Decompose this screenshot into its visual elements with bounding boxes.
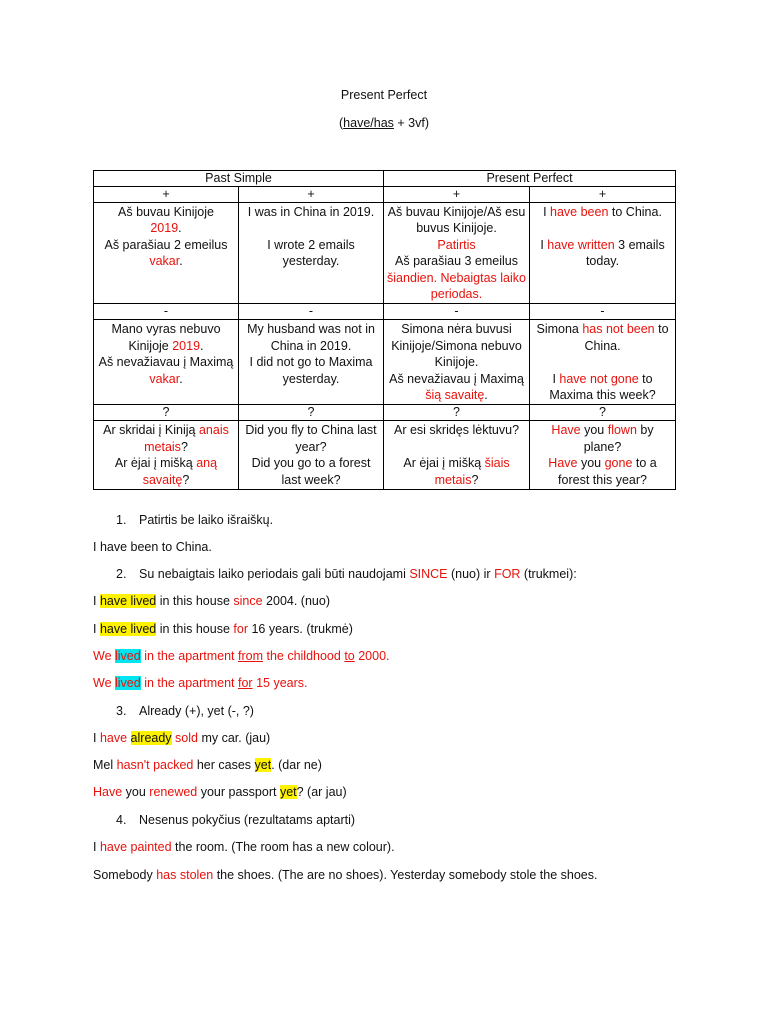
text-span: Simona nėra buvusi Kinijoje/Simona nebuvo Kinijoje. — [391, 322, 522, 370]
header-past-simple: Past Simple — [94, 171, 384, 187]
cell-neg-en-perfect — [530, 320, 676, 405]
text-span: sold — [175, 731, 198, 745]
text-span: Su nebaigtais laiko periodais gali būti naudojami — [139, 567, 410, 581]
minus-symbol: - — [384, 304, 530, 320]
text-span: 2004. (nuo) — [262, 594, 330, 608]
text-span: have been — [550, 205, 609, 219]
cell-pos-en-perfect — [530, 203, 676, 304]
plus-symbol: + — [530, 187, 676, 203]
example-sentence — [93, 731, 270, 745]
text-span: the childhood — [263, 649, 345, 663]
text-span: 1. — [116, 513, 127, 527]
text-span: (nuo) ir — [447, 567, 495, 581]
text-span: . — [178, 221, 182, 236]
text-span: Already (+), yet (-, ?) — [139, 704, 254, 718]
example-sentence: I have been to China. — [93, 540, 212, 554]
cell-q-en-perfect — [530, 421, 676, 490]
text-span: has not been — [582, 322, 655, 337]
text-span: ? (ar jau) — [296, 785, 347, 799]
text-span: I — [93, 731, 100, 745]
list-item-3 — [116, 704, 254, 718]
text-span: 15 years. — [252, 676, 308, 690]
text-span: I — [93, 840, 100, 854]
text-span: I was in China in 2019. — [247, 205, 375, 219]
text-span: 3. — [116, 704, 127, 718]
text-span: yet — [254, 758, 272, 772]
text-span: your passport — [197, 785, 280, 799]
text-span: I — [552, 371, 560, 386]
text-span: Aš nevažiavau į Maximą — [389, 371, 524, 386]
question-symbol: ? — [239, 405, 384, 421]
positive-examples-row — [94, 203, 676, 304]
text-span: I wrote 2 emails yesterday. — [267, 237, 355, 269]
text-span: Aš buvau Kinijoje — [118, 205, 214, 219]
text-span: the shoes. (The are no shoes). Yesterday somebody stole the shoes. — [213, 868, 598, 882]
text-span: to a forest this year? — [558, 456, 657, 487]
question-row — [94, 405, 676, 421]
example-sentence — [93, 622, 353, 636]
cell-q-lt-perfect — [384, 421, 530, 490]
text-span: lived — [115, 649, 141, 663]
text-span: my car. (jau) — [197, 731, 271, 745]
text-span: by plane? — [583, 423, 654, 454]
text-span: Ar ėjai į mišką — [403, 456, 485, 471]
text-span: šiandien. Nebaigtas laiko periodas. — [387, 270, 526, 302]
text-span: SINCE — [409, 567, 448, 581]
text-span: Simona — [536, 322, 583, 337]
negative-examples-row — [94, 320, 676, 405]
text-span: to — [344, 649, 355, 663]
plus-symbol: + — [94, 187, 239, 203]
text-span: in this house — [156, 622, 234, 636]
plus-row — [94, 187, 676, 203]
minus-symbol: - — [530, 304, 676, 320]
text-span: 2000. — [354, 649, 390, 663]
text-span: Aš buvau Kinijoje/Aš esu buvus Kinijoje. — [387, 205, 526, 236]
text-span: Nesenus pokyčius (rezultatams aptarti) — [139, 813, 356, 827]
formula-rest: + 3vf) — [393, 116, 429, 130]
text-span: Ar esi skridęs lėktuvu? — [393, 423, 520, 438]
text-span: hasn't packed — [116, 758, 194, 772]
cell-neg-lt-perfect — [384, 320, 530, 405]
page-title: Present Perfect — [340, 88, 428, 102]
text-span: ? — [471, 472, 479, 487]
text-span: vakar — [149, 254, 180, 269]
text-span: We — [93, 649, 115, 663]
minus-row — [94, 304, 676, 320]
text-span: anais metais — [144, 423, 229, 454]
text-span: My husband was not in China in 2019. — [247, 322, 375, 353]
text-span: in this house — [156, 594, 234, 608]
text-span: I did not go to Maxima yesterday. — [249, 355, 373, 386]
text-span: Patirtis be laiko išraiškų. — [139, 513, 274, 527]
plus-symbol: + — [239, 187, 384, 203]
list-item-4 — [116, 813, 355, 827]
text-span: have not gone — [559, 371, 639, 386]
formula-have-has: have/has — [343, 116, 394, 130]
text-span: Did you go to a forest last week? — [251, 456, 371, 487]
text-span: yet — [279, 785, 297, 799]
text-span: in the apartment — [140, 676, 238, 690]
text-span: have painted — [99, 840, 172, 854]
text-span: 3 emails today. — [585, 237, 665, 269]
text-span: Somebody — [93, 868, 157, 882]
text-span: you — [580, 423, 608, 438]
text-span: have lived — [99, 594, 157, 608]
cell-pos-lt-past — [94, 203, 239, 304]
header-present-perfect: Present Perfect — [384, 171, 676, 187]
minus-symbol: - — [94, 304, 239, 320]
text-span: have — [99, 731, 128, 745]
text-span: . (dar ne) — [271, 758, 322, 772]
text-span: Did you fly to China last year? — [245, 423, 377, 454]
cell-pos-en-past — [239, 203, 384, 304]
text-span: gone — [604, 456, 633, 471]
text-span: (trukmei): — [520, 567, 577, 581]
question-examples-row — [94, 421, 676, 490]
text-span: vakar — [149, 371, 180, 386]
text-span: for — [238, 676, 253, 690]
text-span: FOR — [494, 567, 521, 581]
text-span: you — [577, 456, 605, 471]
text-span: Aš parašiau 3 emeilus — [395, 254, 518, 269]
text-span: Mel — [93, 758, 117, 772]
text-span: renewed — [149, 785, 198, 799]
question-symbol: ? — [384, 405, 530, 421]
comparison-table — [93, 170, 676, 490]
text-span: Have — [548, 456, 578, 471]
text-span: since — [233, 594, 263, 608]
text-span: šiais metais — [434, 456, 510, 487]
text-span: her cases — [193, 758, 255, 772]
text-span: in the apartment — [140, 649, 238, 663]
text-span: . — [179, 254, 183, 269]
list-item-2 — [116, 567, 577, 581]
text-span: from — [238, 649, 263, 663]
example-sentence — [93, 758, 322, 772]
text-span: Patirtis — [437, 237, 476, 252]
text-span: Aš nevažiavau į Maximą — [98, 355, 234, 370]
text-span: aną savaitę — [142, 456, 218, 487]
text-span: ? — [182, 472, 190, 487]
text-span: . — [179, 371, 183, 386]
example-sentence — [93, 594, 330, 608]
table-header-row — [94, 171, 676, 187]
text-span: 2019 — [172, 338, 201, 353]
text-span: I — [93, 622, 100, 636]
text-span: 16 years. (trukmė) — [247, 622, 353, 636]
text-span: flown — [607, 423, 637, 438]
question-symbol: ? — [94, 405, 239, 421]
text-span: I — [543, 205, 551, 219]
text-span: to Maxima this week? — [549, 371, 656, 403]
question-symbol: ? — [530, 405, 676, 421]
cell-neg-en-past — [239, 320, 384, 405]
example-sentence — [93, 676, 307, 690]
text-span: Mano vyras nebuvo Kinijoje — [111, 322, 221, 353]
text-span: ? — [180, 439, 188, 454]
text-span: 4. — [116, 813, 127, 827]
text-span: Aš parašiau 2 emeilus — [104, 237, 228, 252]
cell-pos-lt-perfect — [384, 203, 530, 304]
text-span: have lived — [99, 622, 157, 636]
cell-neg-lt-past — [94, 320, 239, 405]
text-span: 2019 — [150, 221, 179, 236]
list-item-1 — [116, 513, 273, 527]
text-span: Ar ėjai į mišką — [114, 456, 197, 471]
text-span: Have — [93, 785, 123, 799]
text-span: you — [122, 785, 150, 799]
plus-symbol: + — [384, 187, 530, 203]
formula — [0, 116, 768, 130]
text-span: have written — [547, 237, 615, 252]
cell-q-en-past — [239, 421, 384, 490]
text-span: the room. (The room has a new colour). — [171, 840, 395, 854]
text-span: already — [130, 731, 172, 745]
text-span: . — [200, 338, 204, 353]
text-span: has stolen — [156, 868, 214, 882]
formula-open: ( — [339, 116, 344, 130]
text-span: lived — [115, 676, 141, 690]
text-span: to China. — [608, 205, 662, 219]
text-span: for — [233, 622, 248, 636]
text-span: I — [540, 237, 548, 252]
text-span: to China. — [584, 322, 669, 353]
example-sentence — [93, 840, 395, 854]
example-sentence — [93, 785, 347, 799]
minus-symbol: - — [239, 304, 384, 320]
text-span: 2. — [116, 567, 127, 581]
text-span: Have — [551, 423, 581, 438]
text-span: šią savaitę — [425, 388, 485, 403]
example-sentence — [93, 649, 390, 663]
text-span: We — [93, 676, 115, 690]
text-span: . — [484, 388, 488, 403]
text-span: I — [93, 594, 100, 608]
text-span: Ar skridai į Kiniją — [103, 423, 199, 438]
cell-q-lt-past — [94, 421, 239, 490]
example-sentence — [93, 868, 597, 882]
